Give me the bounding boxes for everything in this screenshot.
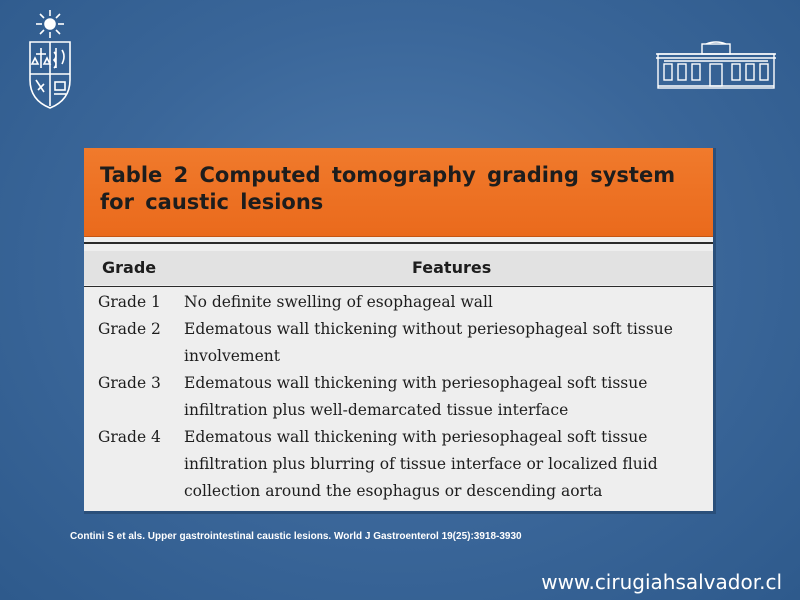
row-grade-1: Grade 1 bbox=[98, 293, 161, 311]
row-grade-2: Grade 2 bbox=[98, 320, 161, 338]
table-header bbox=[84, 148, 713, 237]
row-features-4: Edematous wall thickening with periesophageal soft tissue infiltration plus blurring of tissue interface or localized fluid collection around the esophagus or descending aorta bbox=[184, 428, 658, 500]
column-header-row bbox=[84, 251, 713, 285]
website-url[interactable]: www.cirugiahsalvador.cl bbox=[541, 570, 782, 594]
row-features-3: Edematous wall thickening with periesophageal soft tissue infiltration plus well-demarcated tissue interface bbox=[184, 374, 648, 419]
row-features-2: Edematous wall thickening without periesophageal soft tissue involvement bbox=[184, 320, 673, 365]
university-crest-logo bbox=[18, 8, 82, 112]
row-grade-3: Grade 3 bbox=[98, 374, 161, 392]
building-facade-logo bbox=[654, 40, 778, 92]
table-title: Table 2 Computed tomography grading system for caustic lesions bbox=[100, 163, 676, 214]
table-top-rule bbox=[84, 242, 713, 244]
column-header-features: Features bbox=[412, 258, 492, 277]
table-header-rule bbox=[84, 286, 713, 287]
grading-table bbox=[84, 148, 716, 514]
row-grade-4: Grade 4 bbox=[98, 428, 161, 446]
citation: Contini S et als. Upper gastrointestinal caustic lesions. World J Gastroenterol 19(25):3918-3930 bbox=[70, 531, 522, 542]
column-header-grade: Grade bbox=[102, 258, 157, 277]
row-features-1: No definite swelling of esophageal wall bbox=[184, 293, 493, 311]
